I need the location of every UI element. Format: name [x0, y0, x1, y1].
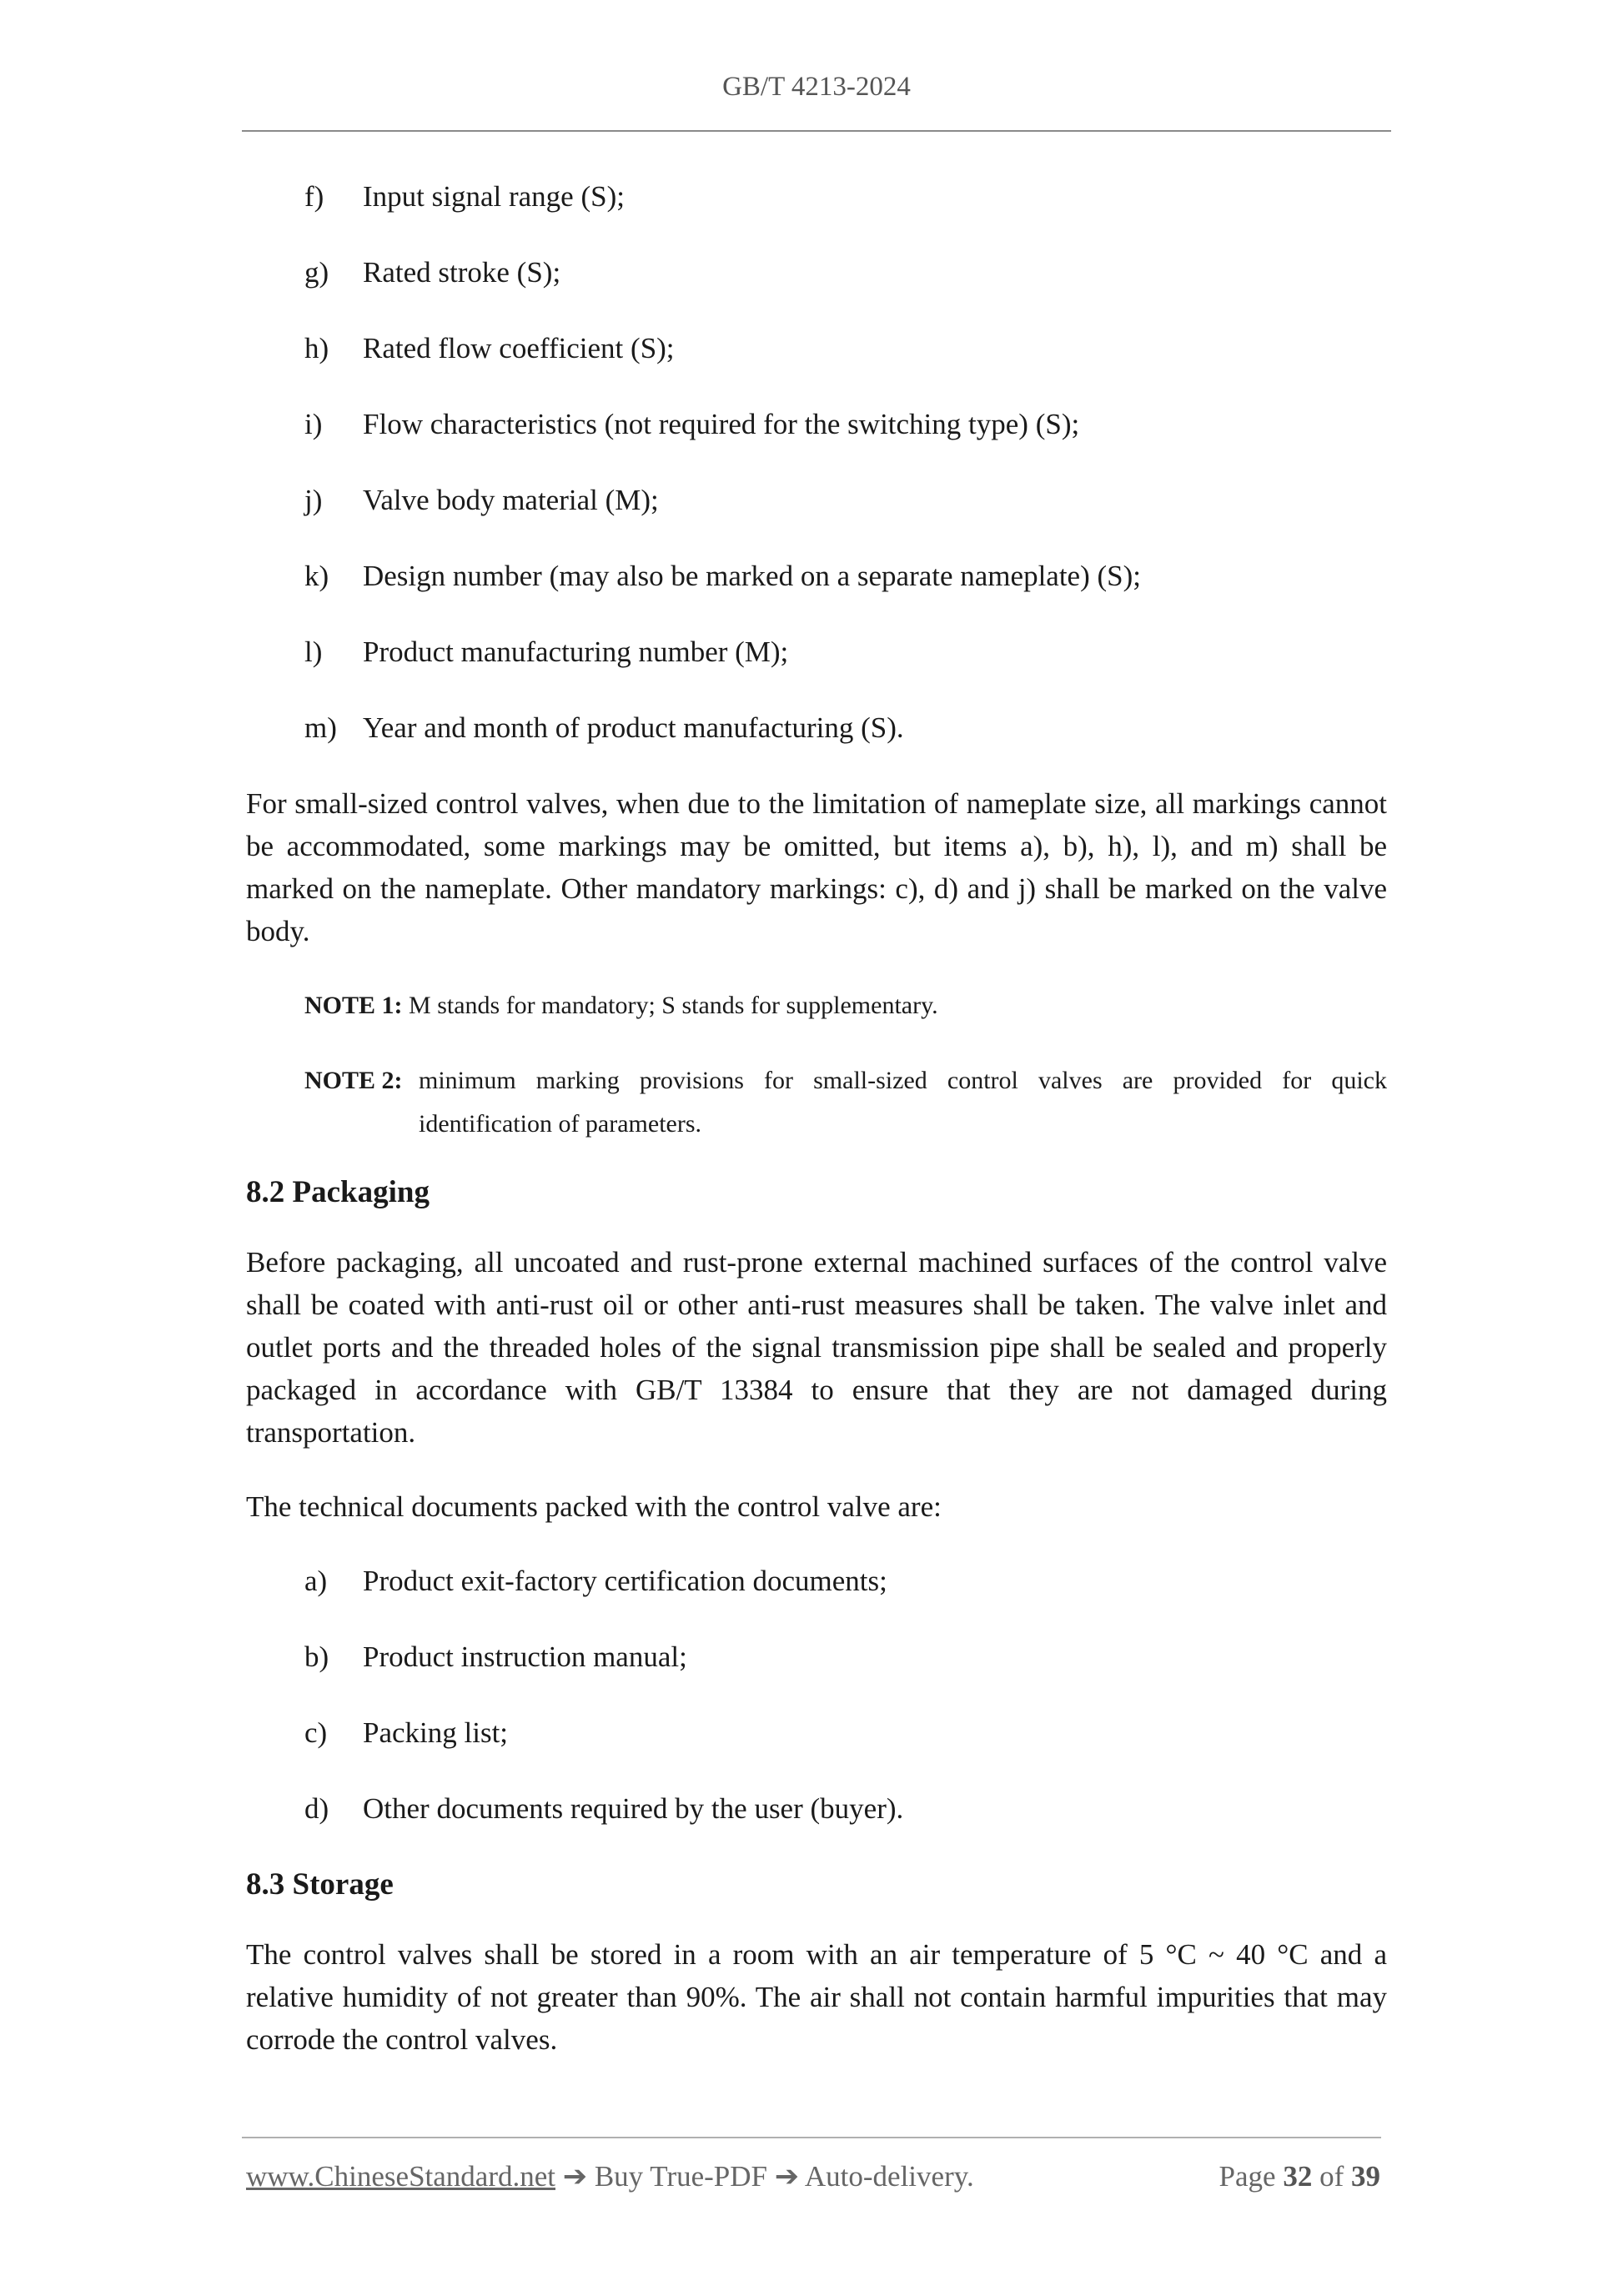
list-item: [246, 1711, 1387, 1755]
note-2-label: NOTE 2:: [304, 1067, 403, 1094]
footer-promo: [246, 2160, 974, 2193]
list-item-mark: k): [304, 560, 329, 592]
list-item-mark: g): [304, 256, 329, 289]
arrow-right-icon: ➔: [562, 2160, 588, 2193]
list-item-text: Product manufacturing number (M);: [363, 636, 789, 668]
list-item: [246, 1787, 1387, 1831]
note-2: [304, 1059, 1387, 1146]
list-item-mark: f): [304, 180, 324, 213]
note-1-text: M stands for mandatory; S stands for supplementary.: [402, 992, 938, 1019]
list-item-mark: d): [304, 1792, 329, 1825]
list-item-text: Design number (may also be marked on a separate nameplate) (S);: [363, 560, 1141, 592]
list-item-text: Other documents required by the user (buyer).: [363, 1792, 904, 1825]
note-1: [304, 984, 1387, 1027]
list-item-text: Valve body material (M);: [363, 484, 659, 516]
page-content: [246, 175, 1387, 2093]
note-2-text: minimum marking provisions for small-sized control valves are provided for quick identification of parameters.: [419, 1067, 1387, 1138]
list-item: [246, 479, 1387, 522]
list-item: [246, 327, 1387, 370]
list-item-mark: j): [304, 484, 323, 516]
storage-paragraph: The control valves shall be stored in a room with an air temperature of 5 °C ~ 40 °C and a relative humidity of not greater than 90%. The air shall not contain harmful impurities that may corrode the control valves.: [246, 1938, 1387, 2056]
footer-divider: [242, 2137, 1381, 2138]
list-item: [246, 1560, 1387, 1603]
site-link[interactable]: www.ChineseStandard.net: [246, 2160, 555, 2193]
page-header-title: GB/T 4213-2024: [722, 72, 911, 102]
marking-list: [246, 175, 1387, 750]
list-item-text: Rated stroke (S);: [363, 256, 561, 289]
list-item: [246, 175, 1387, 219]
list-item: [246, 631, 1387, 674]
list-item-text: Product exit-factory certification documents;: [363, 1565, 887, 1597]
page-total: 39: [1351, 2160, 1380, 2193]
page-word: Page: [1219, 2160, 1276, 2193]
list-item: [246, 706, 1387, 750]
arrow-right-icon: ➔: [774, 2160, 800, 2193]
list-item-mark: a): [304, 1565, 328, 1597]
list-item: [246, 555, 1387, 598]
list-item-mark: m): [304, 711, 337, 744]
list-item-mark: i): [304, 408, 323, 440]
list-item: [246, 1635, 1387, 1679]
header-divider: [242, 130, 1391, 132]
list-item-text: Rated flow coefficient (S);: [363, 332, 675, 364]
list-item-text: Input signal range (S);: [363, 180, 625, 213]
note-1-label: NOTE 1:: [304, 992, 403, 1019]
packaging-paragraph: Before packaging, all uncoated and rust-prone external machined surfaces of the control valve shall be coated with anti-rust oil or other anti-rust measures shall be taken. The valve inlet and outlet ports and the threaded holes of the signal transmission pipe shall be sealed and properly packaged in accordance with GB/T 13384 to ensure that they are not damaged during transportation.: [246, 1246, 1387, 1449]
of-word: of: [1319, 2160, 1344, 2193]
list-item: [246, 251, 1387, 294]
section-heading-storage: 8.3 Storage: [246, 1867, 394, 1902]
list-item-mark: h): [304, 332, 329, 364]
page-current: 32: [1283, 2160, 1313, 2193]
footer-buy-text: Buy True-PDF: [587, 2160, 775, 2193]
footer-delivery-text: Auto-delivery.: [799, 2160, 974, 2193]
list-item-mark: l): [304, 636, 323, 668]
list-item-text: Year and month of product manufacturing (S).: [363, 711, 904, 744]
small-valve-paragraph: For small-sized control valves, when due to the limitation of nameplate size, all markings cannot be accommodated, some markings may be omitted, but items a), b), h), l), and m) shall be marked on the nameplate. Other mandatory markings: c), d) and j) shall be marked on the valve body.: [246, 787, 1387, 947]
list-item: [246, 403, 1387, 446]
list-item-text: Flow characteristics (not required for the switching type) (S);: [363, 408, 1080, 440]
list-item-text: Packing list;: [363, 1716, 509, 1749]
packaging-documents-intro: The technical documents packed with the control valve are:: [246, 1490, 942, 1523]
page-footer: [246, 2160, 1380, 2193]
list-item-mark: c): [304, 1716, 328, 1749]
page-number: [1219, 2160, 1380, 2193]
list-item-mark: b): [304, 1640, 329, 1673]
section-heading-packaging: 8.2 Packaging: [246, 1175, 430, 1209]
documents-list: [246, 1560, 1387, 1831]
list-item-text: Product instruction manual;: [363, 1640, 687, 1673]
